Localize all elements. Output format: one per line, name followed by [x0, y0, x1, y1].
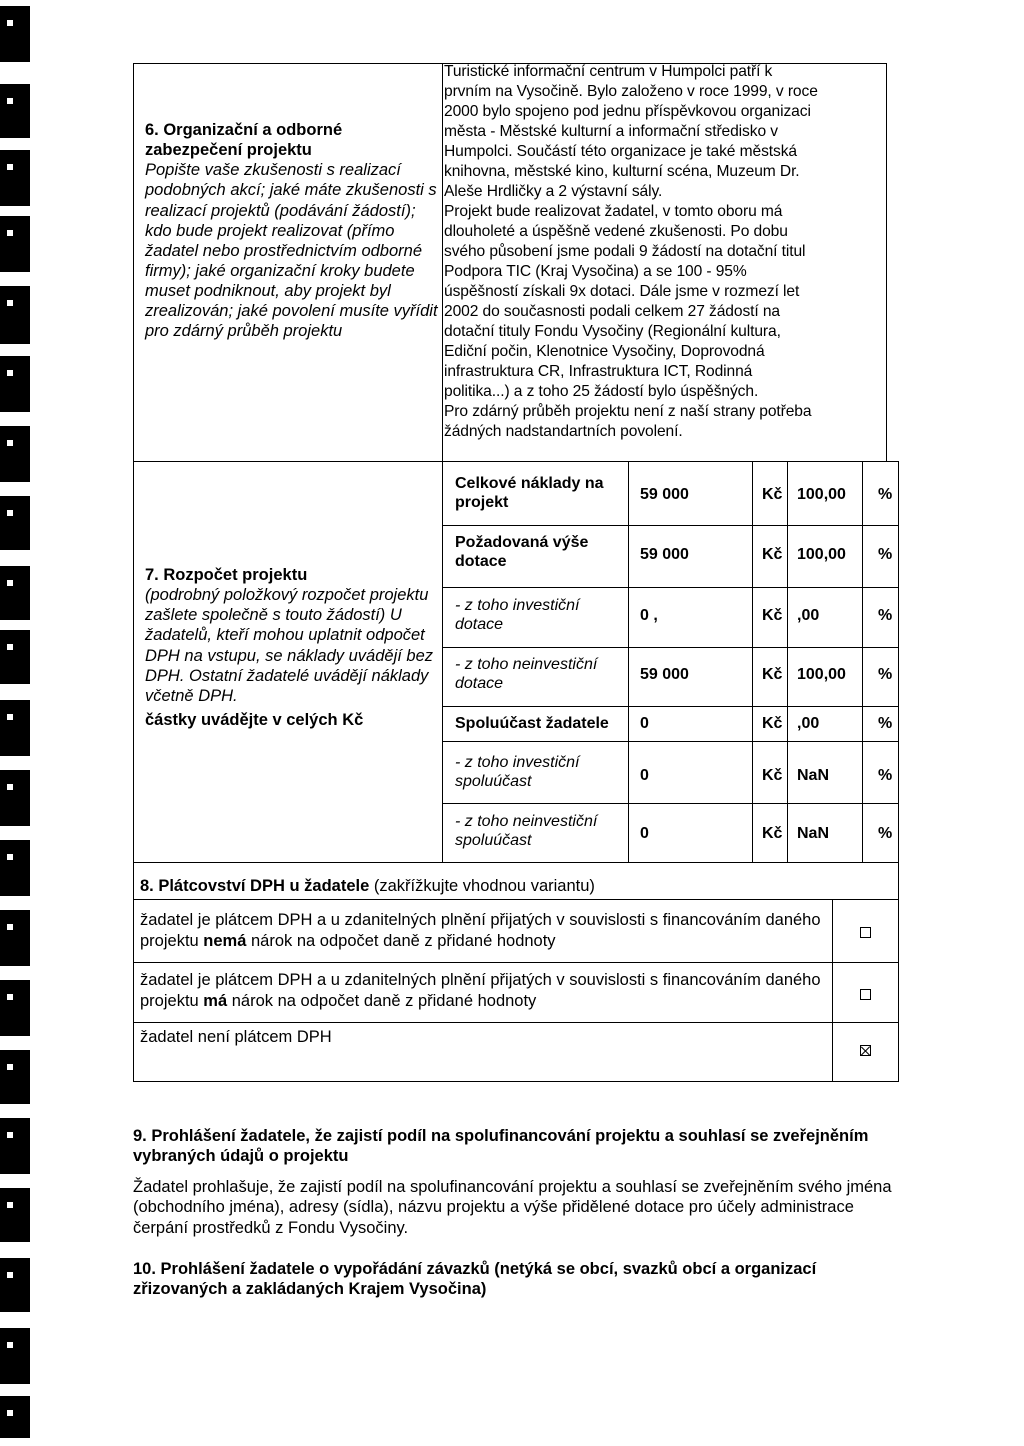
budget-row-percent: ,00: [797, 715, 820, 732]
section9-body: Žadatel prohlašuje, že zajistí podíl na spolufinancování projektu a souhlasí se zveřejněním svého jména (obchodního jména), adresy (sídla), názvu projektu a výše přidělené dotace pro účely administrace čerpání prostředků z Fondu Vysočiny.: [133, 1178, 892, 1237]
budget-row-label: Požadovaná výše dotace: [455, 534, 589, 571]
section8-heading-note: (zakřížkujte vhodnou variantu): [373, 877, 595, 895]
answer-line: 2000 bylo spojeno pod jednu příspěvkovou organizaci: [444, 103, 811, 120]
vat-option-text: žadatel je plátcem DPH a u zdanitelných plnění přijatých v souvislosti s financováním daného projektu: [140, 911, 821, 950]
answer-line: knihovna, městské kino, kulturní scéna, Muzeum Dr.: [444, 163, 800, 180]
section8-heading: [140, 876, 595, 896]
budget-row-currency: Kč: [762, 607, 783, 624]
budget-row-currency: Kč: [762, 715, 783, 732]
vat-option-1-checkbox[interactable]: [860, 927, 871, 938]
vat-option-3-checkbox[interactable]: [860, 1045, 871, 1056]
budget-row-label: - z toho investiční dotace: [455, 597, 580, 634]
answer-line: 2002 do současnosti podali celkem 27 žádostí na: [444, 303, 780, 320]
section8-heading-bold: 8. Plátcovství DPH u žadatele: [140, 877, 370, 895]
section7-emphasis: částky uvádějte v celých Kč: [145, 710, 364, 729]
section6-label: [145, 120, 440, 341]
section6-question: Popište vaše zkušenosti s realizací podobných akcí; jaké máte zkušenosti s realizací projektů (podávání žádostí); kdo bude projekt realizovat (přímo žadatel nebo prostřednictvím odborné firmy); jaké organizační kroky budete muset podniknout, aby projekt byl zrealizován; jaké povolení musíte vyřídit pro zdárný průběh projektu: [145, 161, 438, 341]
answer-line: Projekt bude realizovat žadatel, v tomto oboru má: [444, 203, 783, 220]
answer-line: dlouholeté a úspěšně vedené zkušenosti. Po dobu: [444, 223, 788, 240]
budget-row-label: - z toho neinvestiční spoluúčast: [455, 813, 598, 850]
vat-option-text: nárok na odpočet daně z přidané hodnoty: [227, 991, 537, 1010]
budget-row-currency: Kč: [762, 825, 783, 842]
answer-line: dotační tituly Fondu Vysočiny (Regionální kultura,: [444, 323, 781, 340]
answer-line: politika...) a z toho 25 žádostí bylo úspěšných.: [444, 383, 759, 400]
budget-row-currency: Kč: [762, 486, 783, 503]
section7-label: [145, 565, 435, 730]
budget-row-percent: 100,00: [797, 546, 846, 563]
budget-row-currency: Kč: [762, 546, 783, 563]
budget-row-percent-sign: %: [878, 715, 893, 732]
vat-option-3: [140, 1027, 830, 1048]
budget-row-percent: 100,00: [797, 486, 846, 503]
answer-line: infrastruktura CR, Infrastruktura ICT, Rodinná: [444, 363, 753, 380]
budget-row-amount: 59 000: [640, 546, 689, 563]
section7-heading: 7. Rozpočet projektu: [145, 566, 308, 584]
budget-row-label: Spoluúčast žadatele: [455, 715, 609, 732]
answer-line: Turistické informační centrum v Humpolci patří k: [444, 63, 773, 80]
budget-row-percent-sign: %: [878, 546, 893, 563]
budget-row-percent-sign: %: [878, 767, 893, 784]
budget-row-amount: 59 000: [640, 666, 689, 683]
vat-option-text: nárok na odpočet daně z přidané hodnoty: [246, 931, 556, 950]
budget-row-currency: Kč: [762, 767, 783, 784]
answer-line: města - Městské kulturní a informační středisko v: [444, 123, 778, 140]
budget-row-amount: 0: [640, 767, 649, 784]
budget-row-percent-sign: %: [878, 607, 893, 624]
budget-row-percent-sign: %: [878, 825, 893, 842]
budget-row-percent-sign: %: [878, 666, 893, 683]
budget-row-percent: NaN: [797, 767, 830, 784]
section6-heading: 6. Organizační a odborné zabezpečení projektu: [145, 121, 343, 160]
vat-option-emphasis: nemá: [203, 931, 247, 950]
budget-row-label: - z toho neinvestiční dotace: [455, 656, 598, 693]
answer-line: prvním na Vysočině. Bylo založeno v roce 1999, v roce: [444, 83, 818, 100]
section9-heading: 9. Prohlášení žadatele, že zajistí podíl na spolufinancování projektu a souhlasí se zveřejněním vybraných údajů o projektu: [133, 1127, 869, 1166]
budget-row-amount: 0 ,: [640, 607, 658, 624]
section6-answer: [444, 62, 884, 442]
vat-option-2: [140, 970, 830, 1011]
budget-row-percent-sign: %: [878, 486, 893, 503]
answer-line: úspěšností získali 9x dotaci. Dále jsme v rozmezí let: [444, 283, 800, 300]
answer-line: Podpora TIC (Kraj Vysočina) a se 100 - 95%: [444, 263, 747, 280]
budget-row-percent: 100,00: [797, 666, 846, 683]
budget-row-amount: 0: [640, 825, 649, 842]
budget-row-amount: 59 000: [640, 486, 689, 503]
answer-line: Ediční počin, Klenotnice Vysočiny, Doprovodná: [444, 343, 765, 360]
answer-line: Aleše Hrdličky a 2 výstavní sály.: [444, 183, 663, 200]
vat-option-text: žadatel není plátcem DPH: [140, 1028, 332, 1046]
section10-heading: 10. Prohlášení žadatele o vypořádání závazků (netýká se obcí, svazků obcí a organizací zřizovaných a zakládaných Krajem Vysočina): [133, 1260, 817, 1299]
budget-row-amount: 0: [640, 715, 649, 732]
budget-row-percent: NaN: [797, 825, 830, 842]
budget-row-percent: ,00: [797, 607, 820, 624]
budget-row-label: Celkové náklady na projekt: [455, 475, 604, 512]
vat-option-1: [140, 910, 830, 951]
answer-line: Pro zdárný průběh projektu není z naší strany potřeba: [444, 403, 812, 420]
section7-note: (podrobný položkový rozpočet projektu zašlete společně s touto žádostí) U žadatelů, kteří mohou uplatnit odpočet DPH na vstupu, se náklady uvádějí bez DPH. Ostatní žadatelé uvádějí náklady včetně DPH.: [145, 586, 434, 705]
answer-line: Humpolci. Součástí této organizace je také městská: [444, 143, 797, 160]
vat-option-2-checkbox[interactable]: [860, 989, 871, 1000]
budget-row-label: - z toho investiční spoluúčast: [455, 754, 580, 791]
vat-option-emphasis: má: [203, 991, 228, 1010]
vat-option-text: žadatel je plátcem DPH a u zdanitelných plnění přijatých v souvislosti s financováním daného projektu: [140, 971, 821, 1010]
answer-line: žádných nadstandartních povolení.: [444, 423, 683, 440]
answer-line: svého působení jsme podali 9 žádostí na dotační titul: [444, 243, 806, 260]
budget-row-currency: Kč: [762, 666, 783, 683]
